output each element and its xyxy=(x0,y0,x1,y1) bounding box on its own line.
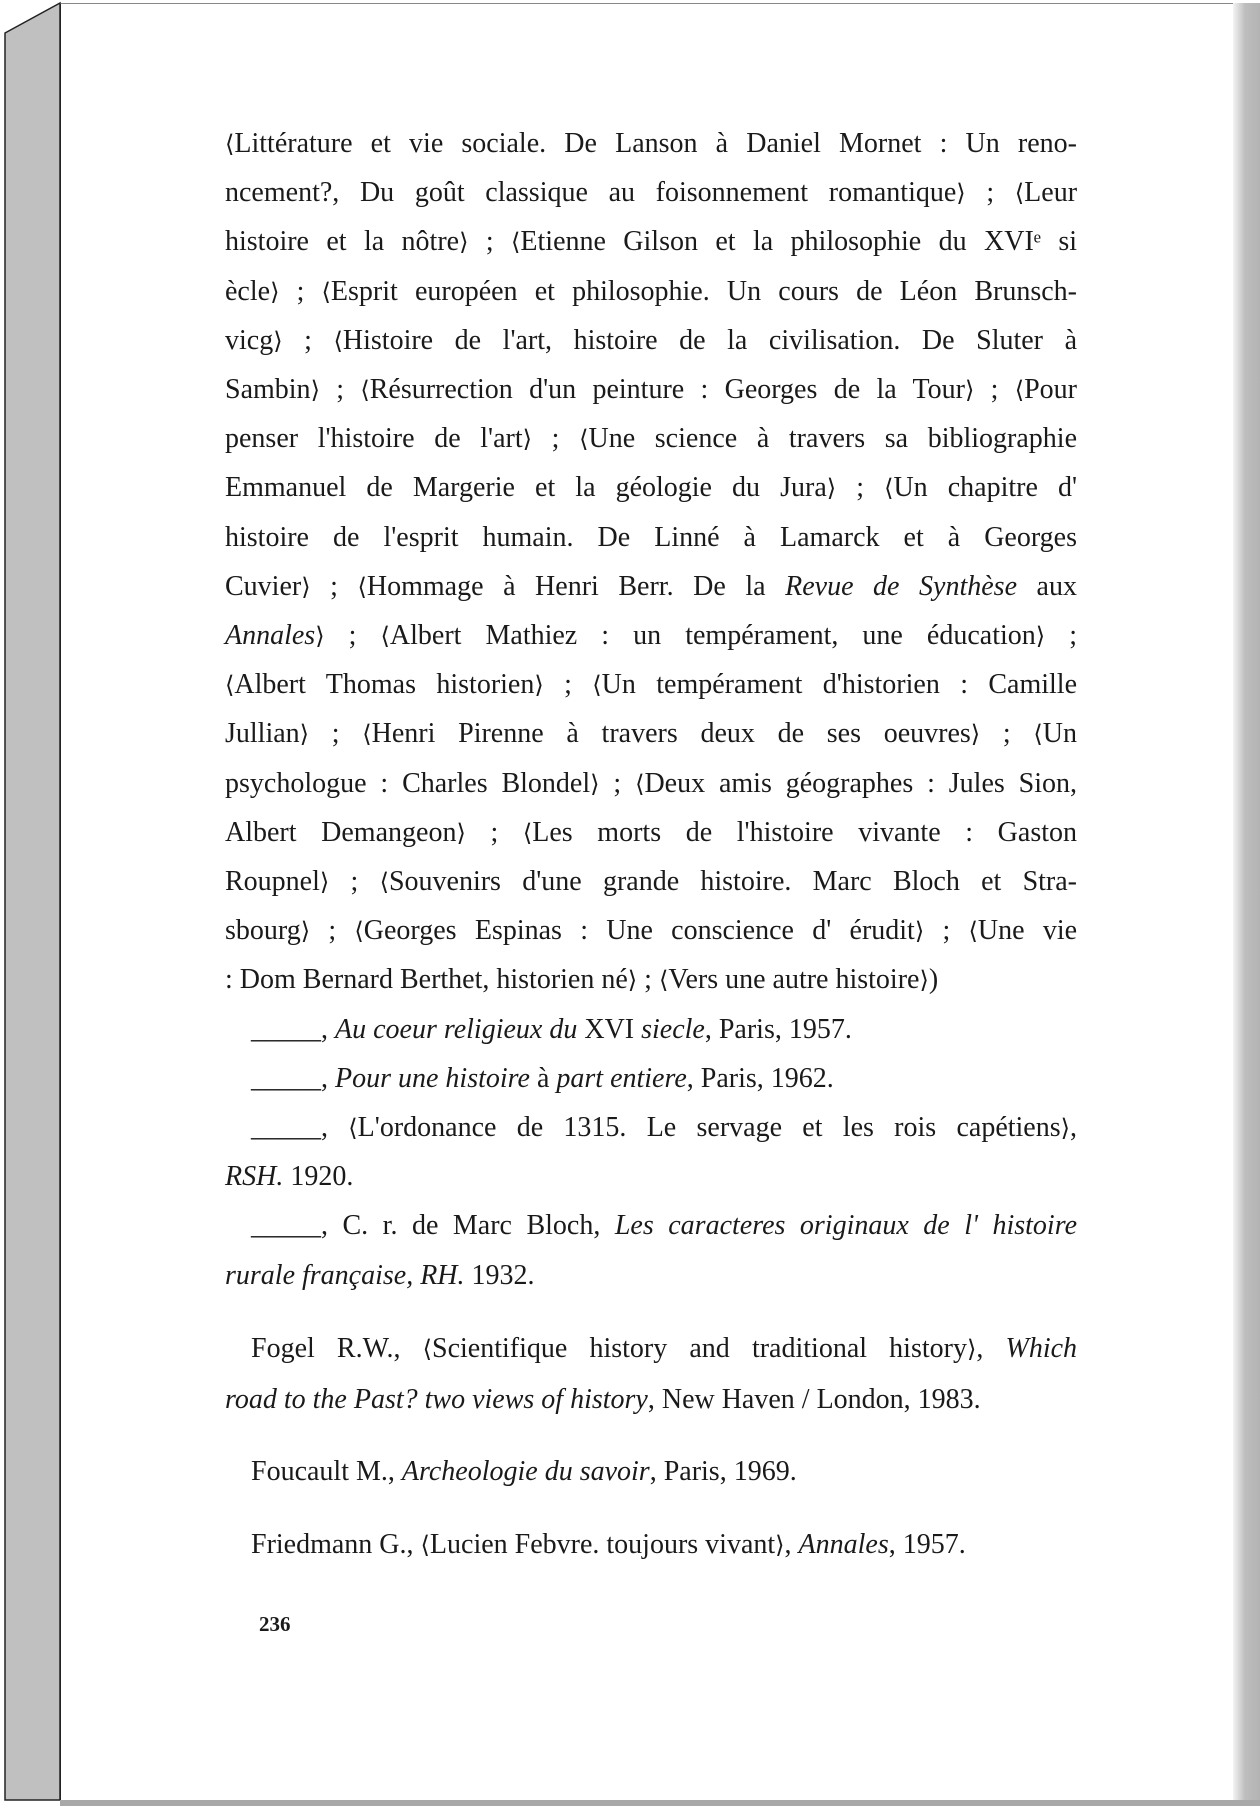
text-segment: Sambin⟩ ; ⟨Résurrection d'un peinture : Georges de la Tour⟩ ; ⟨Pour xyxy=(225,374,1077,405)
text-segment: à xyxy=(529,1062,557,1094)
italic-text: Les caracteres originaux de l' histoire xyxy=(614,1210,1078,1242)
text-segment: , Paris, 1962. xyxy=(686,1062,834,1094)
text-segment: ⟨Littérature et vie sociale. De Lanson à Daniel Mornet : Un reno- xyxy=(225,128,1077,159)
text-line xyxy=(251,1201,1077,1251)
text-line xyxy=(251,1447,1077,1497)
page-right-shadow xyxy=(1233,3,1260,1803)
text-line xyxy=(225,463,1077,513)
text-line xyxy=(225,119,1077,169)
text-segment: _____, ⟨L'ordonance de 1315. Le servage et les rois capétiens⟩, xyxy=(251,1112,1078,1143)
italic-text: Au coeur religieux du xyxy=(335,1013,578,1045)
text-segment: Fogel R.W., ⟨Scientifique history and traditional history⟩, xyxy=(251,1333,1006,1364)
text-line xyxy=(225,857,1077,907)
italic-text: Pour une histoire xyxy=(335,1062,530,1094)
text-line xyxy=(225,955,1077,1005)
text-segment: , 1957. xyxy=(888,1529,966,1560)
italic-text: RSH. xyxy=(225,1161,284,1193)
text-segment: Emmanuel de Margerie et la géologie du Jura⟩ ; ⟨Un chapitre d' xyxy=(225,472,1077,504)
text-segment: psychologue : Charles Blondel⟩ ; ⟨Deux amis géographes : Jules Sion, xyxy=(225,767,1077,799)
book-spine xyxy=(0,0,62,1806)
italic-text: rurale française, RH. xyxy=(225,1259,465,1291)
text-line xyxy=(225,808,1077,858)
italic-text: Which xyxy=(1005,1333,1078,1364)
italic-text: siecle xyxy=(641,1013,705,1045)
italic-text: Annales xyxy=(798,1529,889,1560)
text-segment: sbourg⟩ ; ⟨Georges Espinas : Une conscience d' érudit⟩ ; ⟨Une vie xyxy=(225,915,1078,947)
text-segment: Jullian⟩ ; ⟨Henri Pirenne à travers deux de ses oeuvres⟩ ; ⟨Un xyxy=(225,718,1077,750)
text-segment: 1920. xyxy=(283,1161,354,1193)
text-line xyxy=(225,316,1077,366)
text-segment: : Dom Bernard Berthet, historien né⟩ ; ⟨Vers une autre histoire⟩) xyxy=(225,964,939,996)
text-segment: ncement?, Du goût classique au foisonnement romantique⟩ ; ⟨Leur xyxy=(225,177,1078,209)
text-segment: Cuvier⟩ ; ⟨Hommage à Henri Berr. De la xyxy=(225,570,786,602)
italic-text: Annales xyxy=(225,620,316,651)
text-line xyxy=(251,1324,1077,1374)
text-segment: Roupnel⟩ ; ⟨Souvenirs d'une grande histoire. Marc Bloch et Stra- xyxy=(225,866,1078,897)
text-segment: aux xyxy=(1017,570,1077,602)
text-line xyxy=(251,1103,1077,1153)
text-line xyxy=(225,414,1077,464)
text-line xyxy=(225,759,1077,809)
text-segment: vicg⟩ ; ⟨Histoire de l'art, histoire de la civilisation. De Sluter à xyxy=(225,324,1078,356)
text-segment: ⟩ ; ⟨Albert Mathiez : un tempérament, une éducation⟩ ; xyxy=(315,620,1078,651)
text-segment: , New Haven / London, 1983. xyxy=(647,1384,981,1415)
text-segment: _____, C. r. de Marc Bloch, xyxy=(251,1210,615,1242)
text-segment: ècle⟩ ; ⟨Esprit européen et philosophie. Un cours de Léon Brunsch- xyxy=(225,275,1077,307)
text-line xyxy=(225,611,1077,661)
text-line xyxy=(225,217,1077,267)
text-segment: _____, xyxy=(251,1062,335,1094)
text-segment: histoire et la nôtre⟩ ; ⟨Etienne Gilson et la philosophie du XVIᵉ si xyxy=(225,226,1078,258)
text-segment: XVI xyxy=(577,1013,642,1045)
text-line xyxy=(225,513,1077,563)
text-line xyxy=(225,1251,1077,1301)
italic-text: Revue de Synthèse xyxy=(785,570,1017,602)
text-segment: 1932. xyxy=(464,1259,535,1291)
text-line xyxy=(225,709,1077,759)
text-line xyxy=(225,1152,1077,1202)
text-segment: Friedmann G., ⟨Lucien Febvre. toujours vivant⟩, xyxy=(251,1529,799,1560)
text-segment: _____, xyxy=(251,1013,335,1045)
page-bottom-shadow xyxy=(60,1800,1260,1806)
text-line xyxy=(225,267,1077,317)
text-segment: , Paris, 1957. xyxy=(704,1013,852,1045)
text-line xyxy=(225,906,1077,956)
italic-text: Archeologie du savoir xyxy=(401,1456,650,1487)
text-segment: histoire de l'esprit humain. De Linné à Lamarck et à Georges xyxy=(225,521,1077,553)
text-segment: , Paris, 1969. xyxy=(649,1456,797,1487)
text-segment: ⟨Albert Thomas historien⟩ ; ⟨Un tempérament d'historien : Camille xyxy=(225,669,1078,701)
text-segment: Albert Demangeon⟩ ; ⟨Les morts de l'histoire vivante : Gaston xyxy=(225,816,1077,848)
italic-text: part entiere xyxy=(556,1062,687,1094)
page-number: 236 xyxy=(259,1612,291,1636)
text-line xyxy=(225,562,1077,612)
italic-text: road to the Past? two views of history xyxy=(225,1384,648,1415)
text-line xyxy=(225,365,1077,415)
text-line xyxy=(225,168,1077,218)
text-line xyxy=(251,1520,1077,1570)
text-line xyxy=(225,1375,1077,1425)
text-line xyxy=(251,1005,1077,1055)
text-line xyxy=(225,660,1077,710)
text-segment: penser l'histoire de l'art⟩ ; ⟨Une science à travers sa bibliographie xyxy=(225,423,1078,455)
text-line xyxy=(251,1054,1077,1104)
text-segment: Foucault M., xyxy=(251,1456,402,1487)
